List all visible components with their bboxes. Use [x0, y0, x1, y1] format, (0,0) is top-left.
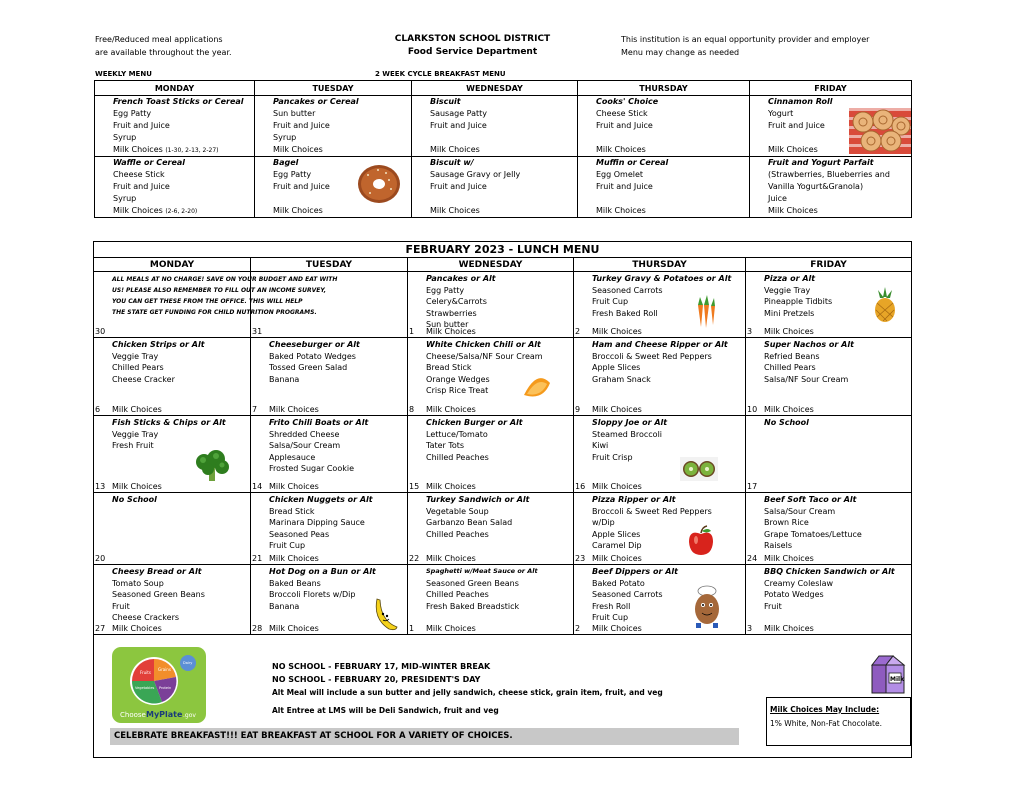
- lunch-side-item: Bread Stick: [426, 363, 472, 372]
- lunch-day-header: THURSDAY: [574, 258, 746, 272]
- breakfast-item: Syrup: [273, 133, 297, 142]
- lunch-menu-title: FEBRUARY 2023 - LUNCH MENU: [94, 242, 912, 258]
- breakfast-cell: [412, 96, 578, 157]
- breakfast-item: Sausage Gravy or Jelly: [430, 170, 521, 179]
- lunch-side-item: Fresh Baked Breadstick: [426, 601, 520, 611]
- lunch-date: 21: [252, 554, 263, 563]
- lunch-side-item: Marinara Dipping Sauce: [269, 518, 365, 527]
- lunch-day-cell: [746, 338, 912, 416]
- lunch-side-item: Bread Stick: [269, 506, 315, 516]
- lunch-table: [93, 241, 912, 758]
- lunch-entree: Beef Soft Taco or Alt: [764, 495, 857, 504]
- lunch-milk: Milk Choices: [764, 327, 814, 336]
- lunch-side-item: Graham Snack: [592, 374, 651, 384]
- lunch-date: 1: [409, 624, 415, 633]
- milk-choices-text: 1% White, Non-Fat Chocolate.: [770, 719, 882, 728]
- cinnamon-roll-icon: [849, 108, 911, 156]
- lunch-side-item: Brown Rice: [764, 518, 809, 527]
- lunch-side-item: Fruit Crisp: [592, 452, 633, 462]
- lunch-side-item: Refried Beans: [764, 351, 820, 361]
- breakfast-cell: [255, 96, 412, 157]
- lunch-side-item: Veggie Tray: [112, 351, 159, 361]
- breakfast-item: Syrup: [113, 194, 137, 203]
- breakfast-item-title: French Toast Sticks or Cereal: [113, 97, 244, 106]
- lunch-side-item: Fruit Cup: [592, 613, 629, 622]
- lunch-entree: Chicken Burger or Alt: [426, 418, 523, 427]
- milk-carton-icon: [866, 653, 910, 699]
- apple-icon: [687, 525, 715, 559]
- lunch-entree: Spaghetti w/Meat Sauce or Alt: [426, 567, 538, 575]
- breakfast-day-header: THURSDAY: [578, 81, 750, 96]
- lunch-entree: Pizza Ripper or Alt: [592, 495, 676, 504]
- breakfast-item: Fruit and Juice: [273, 182, 330, 191]
- breakfast-item: Sun butter: [273, 109, 316, 118]
- lunch-side-item: Broccoli Florets w/Dip: [269, 590, 356, 599]
- breakfast-milk-dates: (1-30, 2-13, 2-27): [165, 147, 219, 154]
- breakfast-cell: [578, 157, 750, 218]
- broccoli-icon: [194, 450, 230, 484]
- breakfast-item: Fruit and Juice: [596, 121, 653, 130]
- lunch-side-item: Banana: [269, 601, 300, 611]
- lunch-side-item: Cheese Crackers: [112, 613, 180, 622]
- lunch-day-cell: [574, 493, 746, 565]
- lunch-day-cell: [574, 338, 746, 416]
- lunch-side-item: Chilled Peaches: [426, 529, 489, 539]
- breakfast-milk-label: Milk Choices: [596, 145, 646, 154]
- lunch-side-item: Potato Wedges: [764, 590, 824, 599]
- free-reduced-note-2: are available throughout the year.: [95, 48, 232, 57]
- lunch-note-line: ALL MEALS AT NO CHARGE! SAVE ON YOUR BUDGET AND EAT WITH: [112, 276, 338, 283]
- lunch-side-item: Baked Potato Wedges: [269, 351, 356, 361]
- lunch-milk: Milk Choices: [592, 554, 642, 563]
- alt-entree-note: Alt Entree at LMS will be Deli Sandwich, fruit and veg: [272, 706, 499, 715]
- orange-icon: [521, 375, 553, 405]
- lunch-milk: Milk Choices: [269, 482, 319, 491]
- breakfast-item: Fruit and Juice: [430, 121, 487, 130]
- lunch-milk: Milk Choices: [112, 405, 162, 414]
- department-name: Food Service Department: [407, 47, 538, 57]
- breakfast-item: [578, 132, 749, 144]
- lunch-date: 10: [747, 405, 758, 414]
- banana-icon: [369, 597, 399, 635]
- lunch-date: 23: [575, 554, 586, 563]
- no-school-note-1: NO SCHOOL - FEBRUARY 17, MID-WINTER BREAK: [272, 662, 491, 671]
- lunch-side-item: w/Dip: [592, 518, 615, 527]
- breakfast-item: Egg Omelet: [596, 170, 644, 179]
- breakfast-item: Vanilla Yogurt&Granola): [768, 182, 864, 191]
- lunch-side-item: Fruit Cup: [269, 541, 306, 550]
- breakfast-item-title: Muffin or Cereal: [596, 158, 669, 167]
- lunch-date: 24: [747, 554, 758, 563]
- lunch-day-header: MONDAY: [94, 258, 251, 272]
- lunch-side-item: Mini Pretzels: [764, 308, 815, 318]
- lunch-entree: Cheesy Bread or Alt: [112, 567, 202, 576]
- lunch-date: 13: [95, 482, 106, 491]
- lunch-side-item: Caramel Dip: [592, 541, 642, 550]
- lunch-day-cell: [746, 493, 912, 565]
- lunch-milk: Milk Choices: [426, 554, 476, 563]
- myplate-dairy: Dairy: [183, 661, 193, 665]
- lunch-side-item: Veggie Tray: [764, 285, 811, 295]
- myplate-fruits: Fruits: [140, 670, 151, 675]
- lunch-side-item: Chilled Peaches: [426, 452, 489, 462]
- lunch-milk: Milk Choices: [764, 405, 814, 414]
- breakfast-item: Juice: [768, 194, 787, 203]
- free-reduced-note-1: Free/Reduced meal applications: [95, 35, 223, 44]
- lunch-entree: Pancakes or Alt: [426, 274, 496, 283]
- kiwi-icon: [680, 457, 718, 483]
- lunch-entree: Hot Dog on a Bun or Alt: [269, 567, 376, 576]
- lunch-milk: Milk Choices: [426, 327, 476, 336]
- lunch-side-item: Fruit: [764, 601, 782, 611]
- lunch-day-header: FRIDAY: [746, 258, 912, 272]
- lunch-side-item: Veggie Tray: [112, 429, 159, 439]
- lunch-side-item: Tater Tots: [426, 441, 465, 450]
- lunch-entree: Cheeseburger or Alt: [269, 340, 360, 349]
- pineapple-icon: [872, 287, 898, 325]
- lunch-entree: Frito Chili Boats or Alt: [269, 418, 369, 427]
- lunch-entree: Turkey Gravy & Potatoes or Alt: [592, 274, 732, 283]
- lunch-entree: Chicken Strips or Alt: [112, 340, 205, 349]
- breakfast-milk-label: Milk Choices: [768, 206, 818, 215]
- lunch-entree: Super Nachos or Alt: [764, 340, 854, 349]
- lunch-milk: Milk Choices: [592, 482, 642, 491]
- lunch-side-item: Lettuce/Tomato: [426, 429, 488, 439]
- breakfast-item: Fruit and Juice: [113, 121, 170, 130]
- breakfast-milk-label: Milk Choices: [113, 206, 163, 215]
- breakfast-cell: [95, 96, 255, 157]
- lunch-day-cell: [408, 272, 574, 338]
- lunch-milk: Milk Choices: [269, 405, 319, 414]
- lunch-side-item: Baked Potato: [592, 578, 645, 588]
- alt-meal-note: Alt Meal will include a sun butter and jelly sandwich, cheese stick, grain item, fruit, and veg: [272, 688, 663, 697]
- lunch-date: 1: [409, 327, 415, 336]
- breakfast-item: Fruit and Juice: [430, 182, 487, 191]
- lunch-side-item: Seasoned Green Beans: [426, 578, 519, 588]
- breakfast-item-title: Cinnamon Roll: [768, 97, 833, 106]
- lunch-milk: Milk Choices: [426, 405, 476, 414]
- lunch-milk: Milk Choices: [112, 624, 162, 633]
- myplate-brand-pre: Choose: [120, 711, 146, 719]
- breakfast-item: Fruit and Juice: [596, 182, 653, 191]
- lunch-note-line: US! PLEASE ALSO REMEMBER TO FILL OUT AN INCOME SURVEY,: [112, 287, 326, 294]
- lunch-side-item: Tomato Soup: [112, 578, 164, 588]
- lunch-date: 27: [95, 624, 106, 633]
- lunch-day-header: WEDNESDAY: [408, 258, 574, 272]
- breakfast-milk-label: Milk Choices: [596, 206, 646, 215]
- lunch-date: 8: [409, 405, 415, 414]
- celebrate-breakfast-banner: CELEBRATE BREAKFAST!!! EAT BREAKFAST AT SCHOOL FOR A VARIETY OF CHOICES.: [110, 728, 739, 745]
- lunch-entree: Fish Sticks & Chips or Alt: [112, 418, 226, 427]
- lunch-date: 6: [95, 405, 101, 414]
- breakfast-item-title: Biscuit: [430, 97, 461, 106]
- breakfast-item-title: Cooks' Choice: [596, 97, 659, 106]
- lunch-date: 7: [252, 405, 258, 414]
- lunch-date: 28: [252, 624, 263, 633]
- lunch-milk: Milk Choices: [269, 624, 319, 633]
- breakfast-table: [94, 80, 912, 218]
- lunch-entree: Pizza or Alt: [764, 274, 816, 283]
- lunch-date: 17: [747, 482, 758, 491]
- lunch-entree: Chicken Nuggets or Alt: [269, 495, 373, 504]
- lunch-side-item: Seasoned Carrots: [592, 590, 663, 599]
- lunch-side-item: Garbanzo Bean Salad: [426, 518, 513, 527]
- lunch-entree: Turkey Sandwich or Alt: [426, 495, 530, 504]
- lunch-side-item: Tossed Green Salad: [269, 363, 348, 372]
- breakfast-milk: [578, 144, 749, 156]
- lunch-side-item: Chilled Peaches: [426, 590, 489, 599]
- breakfast-item: Cheese Stick: [113, 170, 165, 179]
- lunch-date: 16: [575, 482, 586, 491]
- lunch-milk: Milk Choices: [426, 482, 476, 491]
- lunch-milk: Milk Choices: [592, 327, 642, 336]
- lunch-day-cell: [408, 416, 574, 493]
- breakfast-item: Syrup: [113, 133, 137, 142]
- lunch-side-item: Broccoli & Sweet Red Peppers: [592, 351, 712, 361]
- lunch-date: 14: [252, 482, 263, 491]
- breakfast-item: Yogurt: [768, 109, 794, 118]
- breakfast-cell: [412, 157, 578, 218]
- myplate-icon: [112, 647, 206, 723]
- breakfast-item: Cheese Stick: [596, 109, 648, 118]
- breakfast-day-header: TUESDAY: [255, 81, 412, 96]
- lunch-side-item: Baked Beans: [269, 578, 321, 588]
- myplate-brand-gov: .gov: [183, 712, 196, 719]
- lunch-day-cell: [94, 565, 251, 635]
- lunch-day-cell: [94, 493, 251, 565]
- lunch-entree: Sloppy Joe or Alt: [592, 418, 668, 427]
- breakfast-item: Fruit and Juice: [768, 121, 825, 130]
- breakfast-cell: [95, 157, 255, 218]
- breakfast-item: Fruit and Juice: [113, 182, 170, 191]
- breakfast-day-header: WEDNESDAY: [412, 81, 578, 96]
- lunch-side-item: Orange Wedges: [426, 374, 490, 384]
- lunch-date: 31: [252, 327, 263, 336]
- breakfast-milk: [95, 205, 254, 217]
- breakfast-milk: [412, 205, 577, 217]
- lunch-side-item: Seasoned Green Beans: [112, 590, 205, 599]
- breakfast-day-header: MONDAY: [95, 81, 255, 96]
- breakfast-milk-label: Milk Choices: [430, 145, 480, 154]
- breakfast-day-header: FRIDAY: [750, 81, 912, 96]
- lunch-entree: BBQ Chicken Sandwich or Alt: [764, 567, 895, 576]
- lunch-side-item: Fruit: [112, 601, 130, 611]
- breakfast-milk: [578, 205, 749, 217]
- lunch-day-cell: [251, 416, 408, 493]
- breakfast-milk: [95, 144, 254, 156]
- lunch-side-item: Steamed Broccoli: [592, 429, 663, 439]
- lunch-side-item: Cheese Cracker: [112, 374, 175, 384]
- breakfast-milk-label: Milk Choices: [273, 206, 323, 215]
- lunch-side-item: Salsa/NF Sour Cream: [764, 374, 849, 384]
- lunch-entree: No School: [112, 495, 157, 504]
- lunch-side-item: Fresh Roll: [592, 601, 631, 611]
- lunch-milk: Milk Choices: [269, 554, 319, 563]
- lunch-side-item: Grape Tomatoes/Lettuce: [764, 529, 862, 539]
- lunch-day-cell: [746, 565, 912, 635]
- myplate-vegetables: Vegetables: [135, 686, 155, 690]
- milk-choices-title: Milk Choices May Include:: [770, 705, 880, 714]
- lunch-day-cell: [574, 416, 746, 493]
- breakfast-milk-label: Milk Choices: [430, 206, 480, 215]
- myplate-brand-main: MyPlate: [146, 710, 183, 719]
- lunch-date: 2: [575, 624, 581, 633]
- breakfast-cell: [750, 157, 912, 218]
- myplate-grains: Grains: [158, 667, 171, 672]
- lunch-milk: Milk Choices: [592, 405, 642, 414]
- breakfast-item: Egg Patty: [273, 170, 312, 179]
- breakfast-item-title: Pancakes or Cereal: [273, 97, 359, 106]
- lunch-date: 15: [409, 482, 420, 491]
- breakfast-milk-label: Milk Choices: [273, 145, 323, 154]
- myplate-protein: Protein: [159, 686, 172, 690]
- lunch-milk: Milk Choices: [764, 554, 814, 563]
- breakfast-milk-dates: (2-6, 2-20): [165, 208, 198, 215]
- lunch-side-item: Salsa/Sour Cream: [269, 441, 341, 450]
- lunch-entree: Ham and Cheese Ripper or Alt: [592, 340, 728, 349]
- lunch-note-line: YOU CAN GET THESE FROM THE OFFICE. THIS WILL HELP: [112, 298, 303, 305]
- milk-carton-label: Milk: [890, 676, 905, 683]
- lunch-date: 20: [95, 554, 106, 563]
- lunch-milk: Milk Choices: [592, 624, 642, 633]
- weekly-menu-label: WEEKLY MENU: [95, 70, 152, 78]
- breakfast-milk-label: Milk Choices: [768, 145, 818, 154]
- no-school-note-2: NO SCHOOL - FEBRUARY 20, PRESIDENT'S DAY: [272, 675, 481, 684]
- breakfast-milk: [412, 144, 577, 156]
- lunch-side-item: Vegetable Soup: [426, 506, 489, 516]
- lunch-day-cell: [251, 272, 408, 338]
- breakfast-item: Egg Patty: [113, 109, 152, 118]
- menu-change-note: Menu may change as needed: [621, 48, 740, 57]
- breakfast-item: Sausage Patty: [430, 109, 488, 118]
- lunch-milk: Milk Choices: [426, 624, 476, 633]
- lunch-day-cell: [408, 493, 574, 565]
- lunch-entree: No School: [764, 418, 809, 427]
- breakfast-item-title: Bagel: [273, 158, 299, 167]
- lunch-day-cell: [408, 565, 574, 635]
- lunch-side-item: Salsa/Sour Cream: [764, 506, 836, 516]
- lunch-day-cell: [746, 416, 912, 493]
- lunch-day-header: TUESDAY: [251, 258, 408, 272]
- lunch-side-item: Raisels: [764, 541, 792, 550]
- lunch-side-item: Shredded Cheese: [269, 429, 340, 439]
- lunch-side-item: Crisp Rice Treat: [426, 386, 489, 395]
- lunch-day-cell: [251, 338, 408, 416]
- lunch-side-item: Strawberries: [426, 308, 477, 318]
- lunch-note-line: THE STATE GET FUNDING FOR CHILD NUTRITION PROGRAMS.: [112, 309, 317, 316]
- lunch-side-item: Seasoned Peas: [269, 529, 330, 539]
- lunch-side-item: Kiwi: [592, 441, 609, 450]
- lunch-side-item: Applesauce: [269, 452, 316, 462]
- lunch-side-item: Egg Patty: [426, 285, 465, 295]
- lunch-date: 30: [95, 327, 106, 336]
- lunch-side-item: Broccoli & Sweet Red Peppers: [592, 506, 712, 516]
- equal-opportunity-note: This institution is an equal opportunity provider and employer: [621, 35, 870, 44]
- lunch-side-item: Pineapple Tidbits: [764, 297, 833, 306]
- breakfast-item-title: Fruit and Yogurt Parfait: [768, 158, 874, 167]
- lunch-date: 9: [575, 405, 581, 414]
- lunch-date: 3: [747, 327, 753, 336]
- breakfast-item: [412, 132, 577, 144]
- lunch-entree: Beef Dippers or Alt: [592, 567, 678, 576]
- milk-choices-box: [766, 697, 911, 746]
- lunch-date: 3: [747, 624, 753, 633]
- lunch-date: 22: [409, 554, 420, 563]
- lunch-entree: White Chicken Chili or Alt: [426, 340, 541, 349]
- lunch-side-item: Cheese/Salsa/NF Sour Cream: [426, 351, 543, 361]
- breakfast-item: (Strawberries, Blueberries and: [768, 170, 890, 179]
- breakfast-milk: [750, 205, 911, 217]
- breakfast-milk-label: Milk Choices: [113, 145, 163, 154]
- lunch-side-item: Sun butter: [426, 320, 469, 329]
- lunch-side-item: Frosted Sugar Cookie: [269, 464, 354, 473]
- carrots-icon: [694, 295, 720, 331]
- lunch-side-item: Banana: [269, 374, 300, 384]
- breakfast-cell: [578, 96, 750, 157]
- breakfast-item-title: Waffle or Cereal: [113, 158, 186, 167]
- lunch-side-item: Seasoned Carrots: [592, 285, 663, 295]
- lunch-side-item: Celery&Carrots: [426, 297, 487, 306]
- district-name: CLARKSTON SCHOOL DISTRICT: [394, 34, 551, 44]
- lunch-day-cell: [94, 338, 251, 416]
- breakfast-item: [578, 193, 749, 205]
- lunch-side-item: Creamy Coleslaw: [764, 578, 834, 588]
- breakfast-item-title: Biscuit w/: [430, 158, 474, 167]
- bagel-icon: [356, 163, 402, 207]
- potato-chef-icon: [689, 585, 725, 633]
- lunch-milk: Milk Choices: [112, 482, 162, 491]
- lunch-side-item: Chilled Pears: [764, 363, 816, 372]
- lunch-side-item: Fresh Fruit: [112, 441, 154, 450]
- lunch-side-item: Fruit Cup: [592, 297, 629, 306]
- breakfast-item: Fruit and Juice: [273, 121, 330, 130]
- lunch-day-cell: [251, 493, 408, 565]
- lunch-date: 2: [575, 327, 581, 336]
- breakfast-item: [412, 193, 577, 205]
- lunch-side-item: Fresh Baked Roll: [592, 308, 658, 318]
- lunch-side-item: Apple Slices: [592, 529, 641, 539]
- lunch-side-item: Apple Slices: [592, 363, 641, 372]
- breakfast-cycle-label: 2 WEEK CYCLE BREAKFAST MENU: [375, 70, 506, 78]
- lunch-side-item: Chilled Pears: [112, 363, 164, 372]
- breakfast-milk: [255, 144, 411, 156]
- lunch-milk: Milk Choices: [764, 624, 814, 633]
